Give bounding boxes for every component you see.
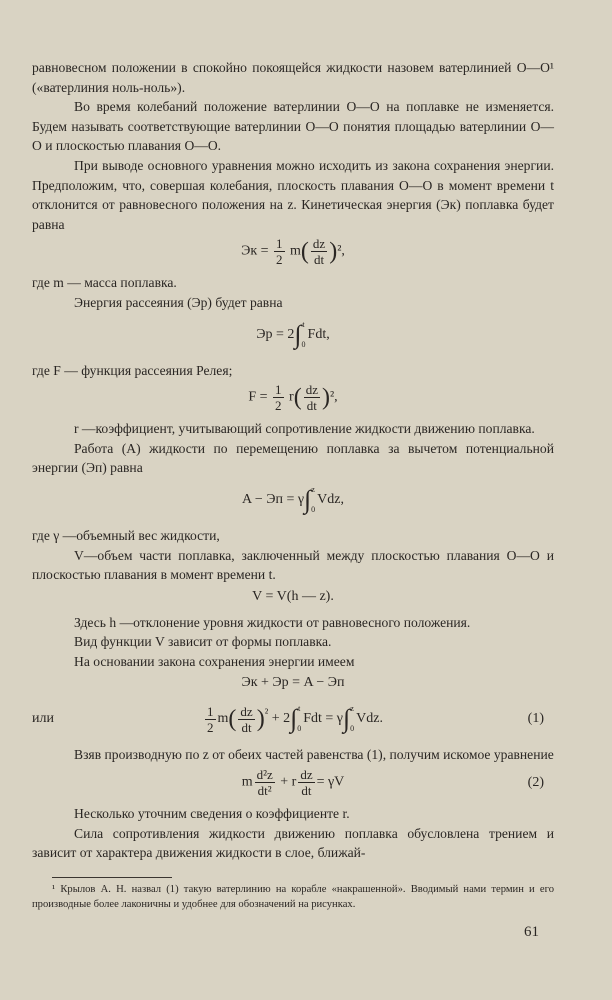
equation-number-1: (1): [527, 711, 544, 727]
derivative-intro: Взяв производную по z от обеих частей равенства (1), получим искомое уравнение: [74, 747, 554, 763]
h-note: Здесь h —отклонение уровня жидкости от равновесного положения.: [74, 614, 471, 630]
gamma-note: где γ —объемный вес жидкости,: [32, 527, 220, 543]
page-number: 61: [524, 924, 539, 940]
refine-note: Несколько уточним сведения о коэффициенте r.: [74, 806, 350, 822]
conservation-intro: На основании закона сохранения энергии имеем: [74, 653, 355, 669]
vfunction-note: Вид функции V зависит от формы поплавка.: [74, 634, 332, 650]
mass-note: где m — масса поплавка.: [32, 275, 177, 291]
equation-1: или $\frac{1}{2}$ m( $\frac{dz}{dt}$ )$^{^2}$ + 2∫t 0Fdt = γ∫z 0Vdz. (1): [32, 703, 544, 735]
resistance-paragraph: Сила сопротивления жидкости движению поплавка обусловлена трением и зависит от характера движения жидкости в слое, ближай-: [32, 825, 554, 861]
page-text: [32, 58, 554, 912]
equation-rayleigh: F = $\frac{1}{2}$ r( $\frac{dz}{dt}$ )²,: [248, 382, 338, 414]
equation-work: A − Эп = γ∫z 0Vdz,: [241, 484, 344, 514]
paragraph-waterline-def: равновесном положении в спокойно покоящейся жидкости назовем ватерлинией О—О¹ («ватерлиния ноль-ноль»).: [32, 60, 554, 95]
work-intro: Работа (А) жидкости по перемещению поплавка за вычетом потенциальной энергии (Эп) равна: [32, 440, 554, 476]
equation-kinetic-energy: Эк = $\frac{1}{2}$ m( $\frac{dz}{dt}$ )²,: [241, 236, 345, 268]
footnote-divider: [52, 877, 172, 878]
equation-2: m $\frac{\text{d²z}}{\text{dt²}}$ + r $\frac{dz}{dt}$ = γV (2): [241, 767, 544, 799]
coefficient-note: r —коэффициент, учитывающий сопротивление жидкости движению поплавка.: [74, 421, 535, 437]
equation-dissipation: Эр = 2∫t 0Fdt,: [256, 319, 330, 349]
footnote: ¹ Крылов А. Н. назвал (1) такую ватерлинию на корабле «накрашенной». Вводимый нами термин и его производные более лаконичны и удобнее для обозначений на рисунках.: [32, 883, 554, 910]
equation-number-2: (2): [527, 774, 544, 790]
paragraph-energy-law: При выводе основного уравнения можно исходить из закона сохранения энергии. Предположим, что, совершая колебания, плоскость плавания О—О в момент времени t отклонится от равновесного положения на z. Кинетическая энергия (Эк) поплавка будет равна: [32, 157, 554, 232]
paragraph-oscillation: Во время колебаний положение ватерлинии О—О на поплавке не изменяется. Будем называть соответствующие ватерлинии О—О понятия площадью ватерлинии О—О и плоскостью плавания О—О.: [32, 99, 554, 154]
volume-note: V—объем части поплавка, заключенный между плоскостью плавания О—О и плоскостью плавания в момент времени t.: [32, 547, 554, 583]
equation-volume: V = V(h — z).: [252, 588, 334, 604]
rayleigh-intro: где F — функция рассеяния Релея;: [32, 362, 233, 378]
equation-conservation: Эк + Эр = A − Эп: [241, 675, 345, 691]
dissipation-intro: Энергия рассеяния (Эр) будет равна: [74, 294, 283, 310]
